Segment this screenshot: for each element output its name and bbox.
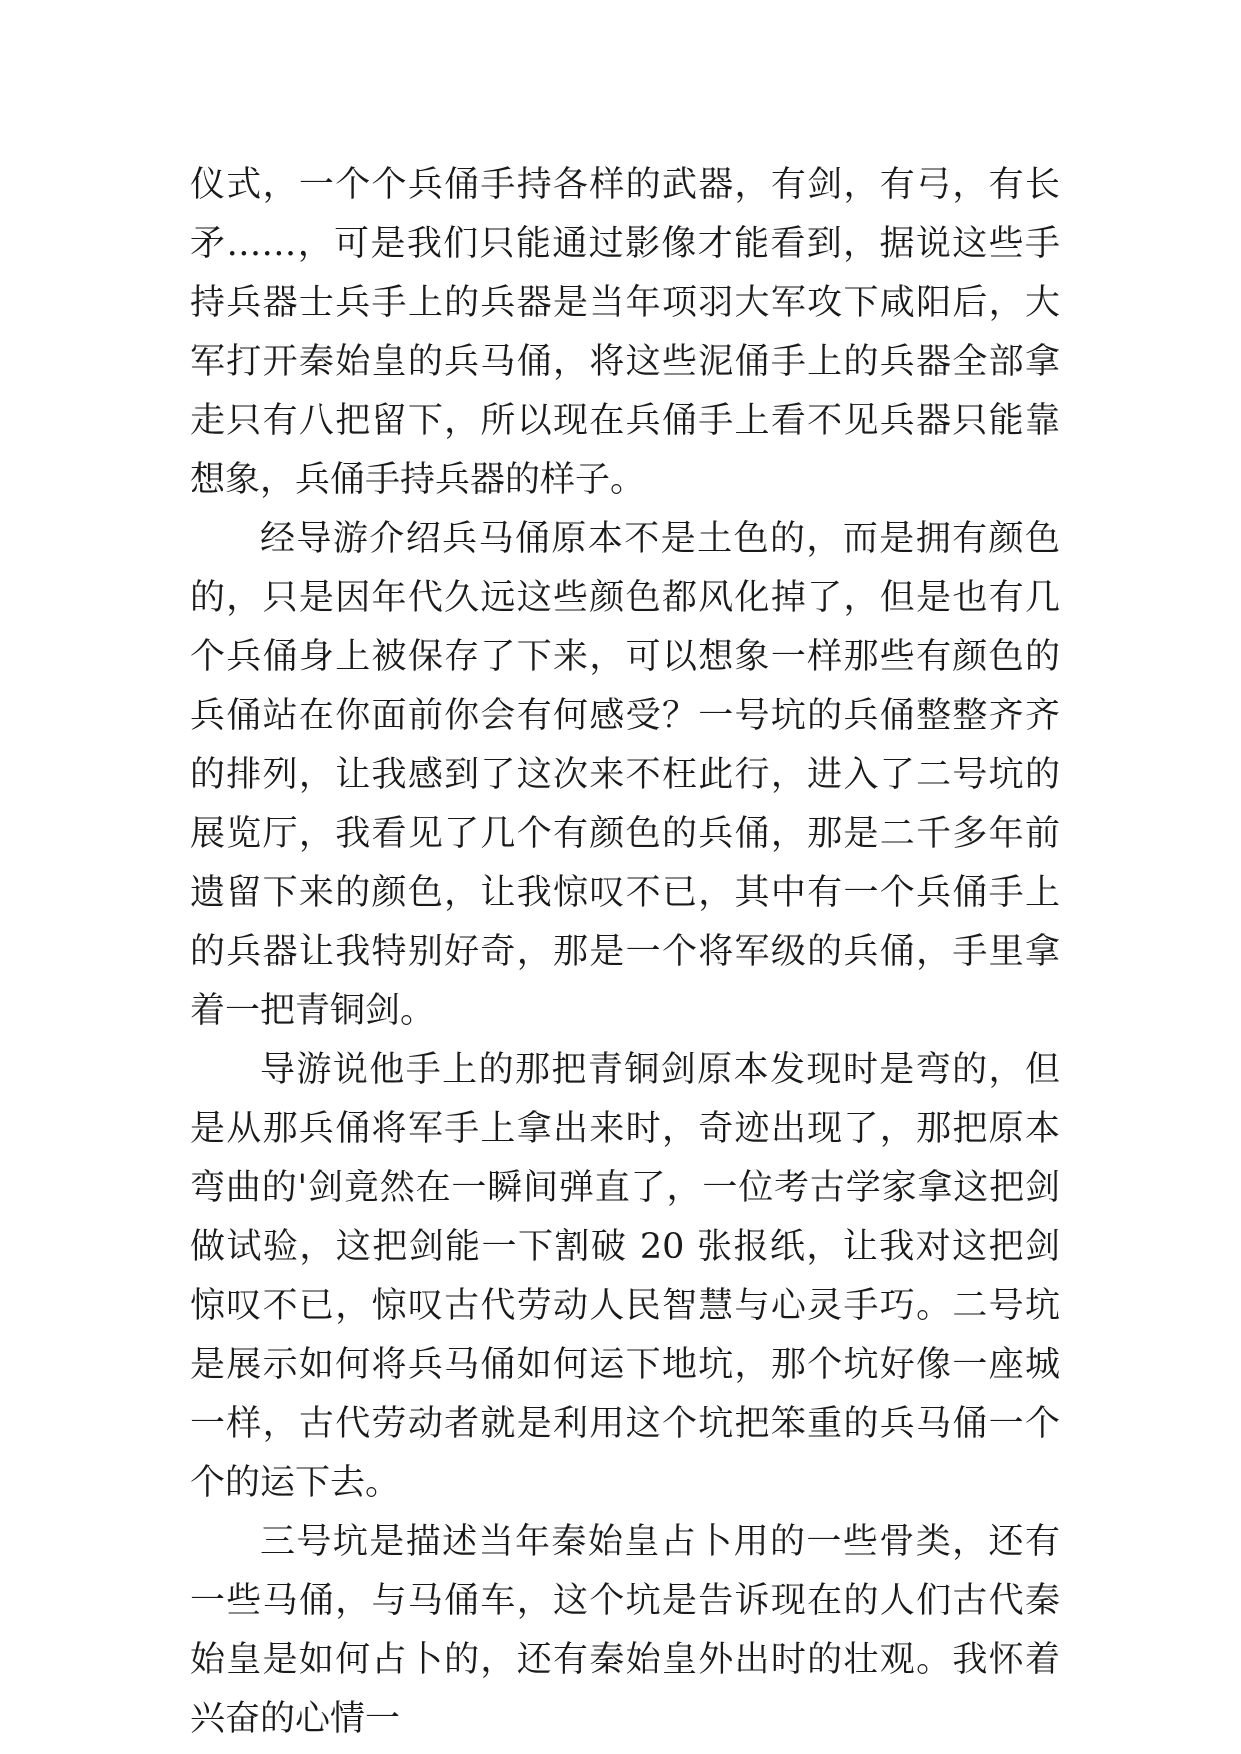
paragraph: 导游说他手上的那把青铜剑原本发现时是弯的，但是从那兵俑将军手上拿出来时，奇迹出现了，那把原本弯曲的'剑竟然在一瞬间弹直了，一位考古学家拿这把剑做试验，这把剑能一下割破 20 张报纸，让我对这把剑惊叹不已，惊叹古代劳动人民智慧与心灵手巧。二号坑是展示如何将兵马俑如何运下地坑，那个坑好像一座城一样，古代劳动者就是利用这个坑把笨重的兵马俑一个个的运下去。 (190, 1050, 1060, 1503)
paragraph: 三号坑是描述当年秦始皇占卜用的一些骨类，还有一些马俑，与马俑车，这个坑是告诉现在的人们古代秦始皇是如何占卜的，还有秦始皇外出时的壮观。我怀着兴奋的心情一 (190, 1522, 1060, 1739)
body-text (190, 156, 1060, 1749)
paragraph: 经导游介绍兵马俑原本不是土色的，而是拥有颜色的，只是因年代久远这些颜色都风化掉了，但是也有几个兵俑身上被保存了下来，可以想象一样那些有颜色的兵俑站在你面前你会有何感受？一号坑的兵俑整整齐齐的排列，让我感到了这次来不枉此行，进入了二号坑的展览厅，我看见了几个有颜色的兵俑，那是二千多年前遗留下来的颜色，让我惊叹不已，其中有一个兵俑手上的兵器让我特别好奇，那是一个将军级的兵俑，手里拿着一把青铜剑。 (190, 519, 1060, 1031)
paragraph: 仪式，一个个兵俑手持各样的武器，有剑，有弓，有长矛……，可是我们只能通过影像才能看到，据说这些手持兵器士兵手上的兵器是当年项羽大军攻下咸阳后，大军打开秦始皇的兵马俑，将这些泥俑手上的兵器全部拿走只有八把留下，所以现在兵俑手上看不见兵器只能靠想象，兵俑手持兵器的样子。 (190, 165, 1060, 500)
